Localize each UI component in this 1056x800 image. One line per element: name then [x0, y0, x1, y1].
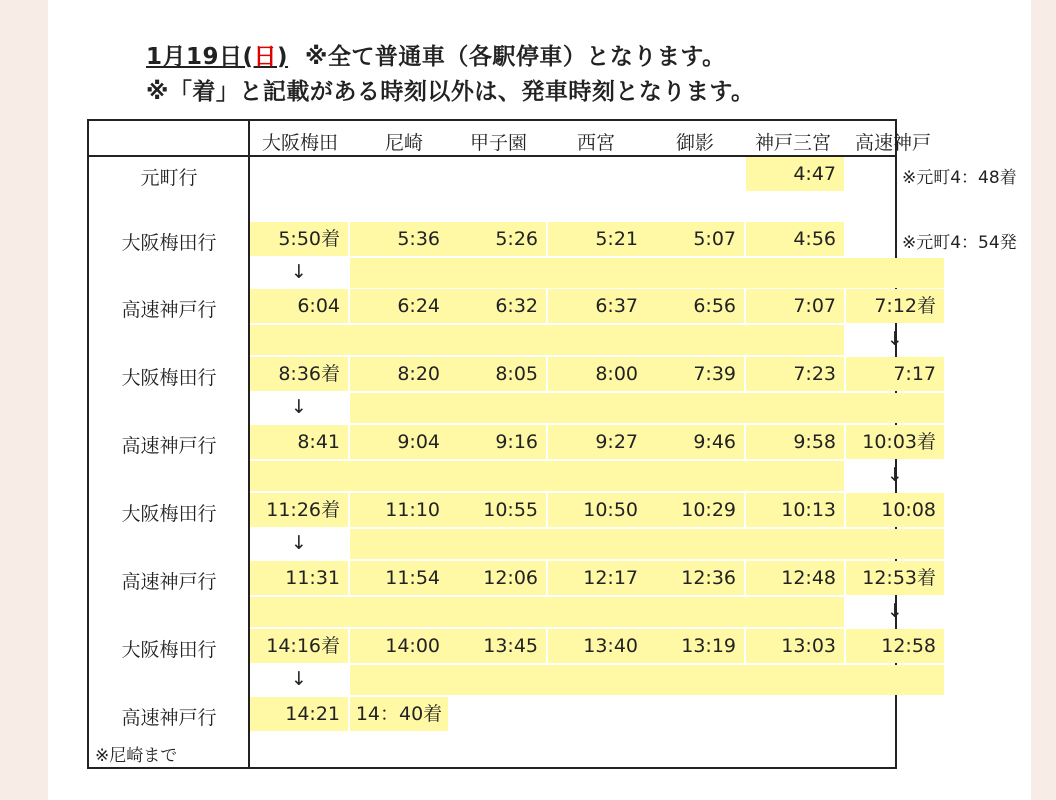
time-cell: 14：40着: [350, 697, 448, 731]
transfer-arrow: ↓: [291, 261, 307, 283]
time-cell: 10:55: [448, 493, 546, 527]
time-cell: 10:08: [846, 493, 944, 527]
row-gap-band: [250, 461, 844, 491]
time-cell: 7:17: [846, 357, 944, 391]
transfer-arrow: ↓: [291, 668, 307, 690]
transfer-arrow: ↓: [291, 532, 307, 554]
time-cell: 14:00: [350, 629, 448, 663]
time-cell: 6:24: [350, 289, 448, 323]
time-cell: 8:41: [250, 425, 348, 459]
column-header-station: 甲子園: [470, 132, 528, 154]
time-cell: 12:36: [646, 561, 744, 595]
date-suffix: ): [277, 44, 289, 70]
time-cell: 10:03着: [846, 425, 944, 459]
transfer-arrow: ↓: [887, 464, 903, 486]
time-cell: 9:04: [350, 425, 448, 459]
footnote: ※尼崎まで: [95, 746, 178, 766]
time-cell: 12:48: [746, 561, 844, 595]
column-header-station: 西宮: [577, 132, 616, 154]
time-cell: 6:37: [548, 289, 646, 323]
time-cell: 6:32: [448, 289, 546, 323]
row-label: 高速神戸行: [121, 435, 217, 457]
time-cell: 4:56: [746, 222, 844, 256]
time-cell: 13:40: [548, 629, 646, 663]
time-cell: 7:23: [746, 357, 844, 391]
column-header-station: 尼崎: [385, 132, 424, 154]
time-cell: 8:36着: [250, 357, 348, 391]
time-cell: 9:58: [746, 425, 844, 459]
time-cell: 13:45: [448, 629, 546, 663]
time-cell: 11:26着: [250, 493, 348, 527]
time-cell: 6:04: [250, 289, 348, 323]
time-cell: 5:21: [548, 222, 646, 256]
timetable-sheet: [48, 0, 1031, 800]
column-header-station: 神戸三宮: [755, 132, 832, 154]
time-cell: 10:29: [646, 493, 744, 527]
row-gap-band: [350, 529, 944, 559]
row-label: 元町行: [140, 167, 198, 189]
time-cell: 4:47: [746, 157, 844, 191]
column-header-station: 高速神戸: [855, 132, 932, 154]
transfer-arrow: ↓: [291, 396, 307, 418]
transfer-arrow: ↓: [887, 600, 903, 622]
row-label: 大阪梅田行: [121, 232, 217, 254]
time-cell: 11:54: [350, 561, 448, 595]
time-cell: 14:16着: [250, 629, 348, 663]
column-header-station: 御影: [676, 132, 715, 154]
time-cell: 5:50着: [250, 222, 348, 256]
time-cell: 5:26: [448, 222, 546, 256]
time-cell: 11:31: [250, 561, 348, 595]
time-cell: 14:21: [250, 697, 348, 731]
time-cell: 12:58: [846, 629, 944, 663]
date-label: [146, 44, 288, 70]
date-prefix: 1月19日(: [146, 44, 254, 70]
row-label: 高速神戸行: [121, 299, 217, 321]
row-label: 大阪梅田行: [121, 503, 217, 525]
row-label: 大阪梅田行: [121, 639, 217, 661]
row-note: ※元町4：54発: [902, 233, 1017, 253]
time-cell: 5:07: [646, 222, 744, 256]
time-cell: 11:10: [350, 493, 448, 527]
time-cell: 5:36: [350, 222, 448, 256]
time-cell: 8:05: [448, 357, 546, 391]
time-cell: 13:03: [746, 629, 844, 663]
row-gap-band: [250, 325, 844, 355]
row-gap-band: [350, 665, 944, 695]
heading: [146, 38, 726, 71]
time-cell: 8:20: [350, 357, 448, 391]
time-cell: 12:17: [548, 561, 646, 595]
heading-note: ※全て普通車（各駅停車）となります。: [288, 44, 726, 70]
row-gap-band: [250, 597, 844, 627]
day-of-week: 日: [253, 44, 278, 70]
time-cell: 7:12着: [846, 289, 944, 323]
time-cell: 7:39: [646, 357, 744, 391]
row-gap-band: [350, 393, 944, 423]
row-gap-band: [350, 258, 944, 288]
time-cell: 9:46: [646, 425, 744, 459]
time-cell: 6:56: [646, 289, 744, 323]
time-cell: 9:27: [548, 425, 646, 459]
timetable-grid: [87, 119, 1017, 769]
time-cell: 9:16: [448, 425, 546, 459]
time-cell: 7:07: [746, 289, 844, 323]
time-cell: 13:19: [646, 629, 744, 663]
time-cell: 12:53着: [846, 561, 944, 595]
row-label: 高速神戸行: [121, 707, 217, 729]
column-header-station: 大阪梅田: [262, 132, 339, 154]
time-cell: 8:00: [548, 357, 646, 391]
subheading: ※「着」と記載がある時刻以外は、発車時刻となります。: [146, 79, 755, 105]
transfer-arrow: ↓: [887, 328, 903, 350]
row-label: 高速神戸行: [121, 571, 217, 593]
time-cell: 10:50: [548, 493, 646, 527]
time-cell: 12:06: [448, 561, 546, 595]
row-label: 大阪梅田行: [121, 367, 217, 389]
time-cell: 10:13: [746, 493, 844, 527]
row-note: ※元町4：48着: [902, 168, 1017, 188]
